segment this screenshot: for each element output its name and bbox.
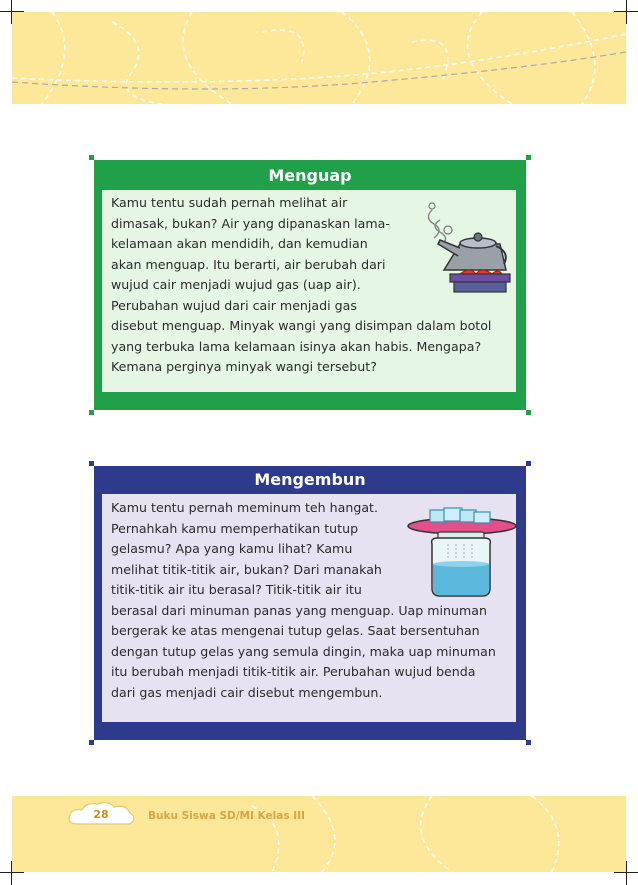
book-title: Buku Siswa SD/MI Kelas III	[148, 810, 305, 822]
text-line: akan menguap. Itu berarti, air berubah dari	[111, 256, 386, 272]
crop-mark	[0, 872, 24, 873]
pixel-corner	[526, 740, 531, 745]
crop-mark	[626, 861, 627, 885]
pixel-corner	[89, 740, 94, 745]
pixel-corner	[89, 461, 94, 466]
text-line: Perubahan wujud dari cair menjadi gas	[111, 297, 357, 313]
page-number-badge	[64, 800, 138, 830]
text-line: bergerak ke atas mengenai tutup gelas. Saat bersentuhan	[111, 623, 480, 638]
mengembun-title: Mengembun	[254, 470, 366, 489]
text-line: wujud cair menjadi wujud gas (uap air).	[111, 277, 361, 292]
text-line: yang terbuka lama kelamaan isinya akan habis. Mengapa?	[111, 338, 482, 354]
text-line: Kamu tentu pernah meminum teh hangat.	[111, 500, 379, 515]
text-line: dimasak, bukan? Air yang dipanaskan lama-	[111, 215, 390, 231]
pixel-corner	[89, 410, 94, 415]
kettle-on-stove-icon	[414, 200, 514, 304]
crop-mark	[626, 0, 627, 24]
header-decoration	[12, 12, 626, 104]
text-line: gelasmu? Apa yang kamu lihat? Kamu	[111, 541, 353, 556]
text-line: Kemana perginya minyak wangi tersebut?	[111, 359, 377, 374]
text-line: itu berubah menjadi titik-titik air. Perubahan wujud benda	[111, 664, 476, 679]
crop-mark	[0, 11, 24, 12]
text-line: dengan tutup gelas yang semula dingin, maka uap minuman	[111, 643, 496, 659]
text-line: disebut menguap. Minyak wangi yang disimpan dalam botol	[111, 318, 492, 333]
pixel-corner	[526, 155, 531, 160]
mengembun-box	[94, 466, 526, 740]
text-line: berasal dari minuman panas yang menguap. Uap minuman	[111, 602, 487, 618]
menguap-title: Menguap	[268, 166, 352, 185]
text-line: melihat titik-titik air, bukan? Dari manakah	[111, 561, 382, 577]
dashed-curves-decoration	[12, 12, 626, 104]
text-line: kelamaan akan mendidih, dan kemudian	[111, 236, 368, 251]
jar-with-ice-lid-icon	[404, 504, 520, 604]
pixel-corner	[526, 461, 531, 466]
pixel-corner	[526, 410, 531, 415]
page-number: 28	[93, 808, 109, 821]
crop-mark	[11, 0, 12, 24]
menguap-box	[94, 160, 526, 410]
pixel-corner	[89, 155, 94, 160]
text-line: dari gas menjadi cair disebut mengembun.	[111, 684, 383, 700]
text-line: Kamu tentu sudah pernah melihat air	[111, 195, 348, 210]
text-line: titik-titik air itu berasal? Titik-titik air itu	[111, 582, 362, 597]
text-line: Pernahkah kamu memperhatikan tutup	[111, 520, 359, 536]
